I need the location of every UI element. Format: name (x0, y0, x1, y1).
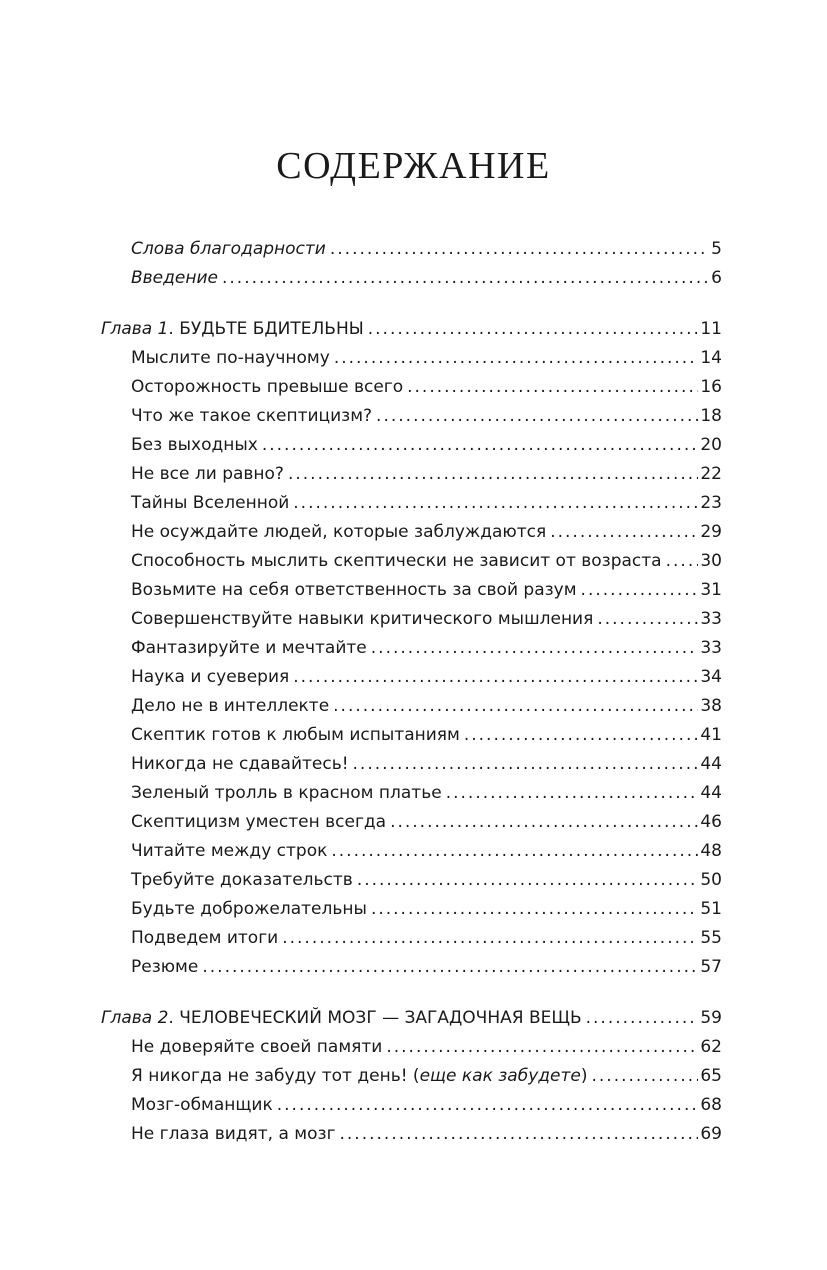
toc-page-number: 62 (700, 1037, 722, 1057)
toc-entry[interactable] (131, 518, 722, 547)
toc-entry[interactable] (131, 1062, 722, 1091)
toc-page-number: 34 (700, 667, 722, 687)
toc-entry-label: Не все ли равно? (131, 464, 284, 484)
toc-entry[interactable] (131, 721, 722, 750)
toc-entry-label (131, 1062, 591, 1091)
dot-leader (288, 460, 698, 489)
toc-entry-label: Скептик готов к любым испытаниям (131, 725, 460, 745)
toc-entry-introduction[interactable] (131, 264, 722, 293)
dot-leader (330, 235, 709, 264)
toc-entry[interactable] (131, 895, 722, 924)
toc-entry-label: Подведем итоги (131, 928, 279, 948)
toc-entry-label: Совершенствуйте навыки критического мышления (131, 609, 594, 629)
toc-page-number: 38 (700, 696, 722, 716)
chapter-prefix: Глава 2 (101, 1008, 169, 1028)
toc-entry[interactable] (131, 460, 722, 489)
toc-entry-label: Требуйте доказательств (131, 870, 353, 890)
toc-page-number: 46 (700, 812, 722, 832)
dot-leader (368, 315, 699, 344)
toc-entry-label: Зеленый тролль в красном платье (131, 783, 442, 803)
chapter-2-section (0, 1004, 827, 1149)
toc-entry[interactable] (131, 953, 722, 982)
toc-entry[interactable] (131, 808, 722, 837)
toc-entry-label: Никогда не сдавайтесь! (131, 754, 349, 774)
toc-page-number: 51 (700, 899, 722, 919)
toc-page-number: 30 (700, 551, 722, 571)
dot-leader (550, 518, 698, 547)
chapter-title: . ЧЕЛОВЕЧЕСКИЙ МОЗГ — ЗАГАДОЧНАЯ ВЕЩЬ (168, 1008, 582, 1028)
label-part: Я никогда не забуду тот день! ( (131, 1066, 420, 1086)
dot-leader (353, 750, 699, 779)
toc-entry[interactable] (131, 402, 722, 431)
toc-entry-label: Слова благодарности (131, 239, 326, 259)
toc-entry[interactable] (131, 431, 722, 460)
toc-entry[interactable] (131, 489, 722, 518)
label-part: ) (580, 1066, 588, 1086)
dot-leader (277, 1091, 699, 1120)
toc-entry-label: Способность мыслить скептически не зависит от возраста (131, 551, 662, 571)
dot-leader (666, 547, 699, 576)
toc-page-number: 50 (700, 870, 722, 890)
toc-entry-label: Введение (131, 268, 218, 288)
table-of-contents (0, 235, 827, 1171)
dot-leader (334, 344, 699, 373)
toc-page-number: 59 (700, 1008, 722, 1028)
toc-page-number: 33 (700, 638, 722, 658)
toc-entry-label: Осторожность превыше всего (131, 377, 404, 397)
toc-page-number: 33 (700, 609, 722, 629)
dot-leader (597, 605, 698, 634)
chapter-title: . БУДЬТЕ БДИТЕЛЬНЫ (168, 319, 364, 339)
toc-page-number: 20 (700, 435, 722, 455)
front-matter-section (0, 235, 827, 293)
toc-page-number: 65 (700, 1066, 722, 1086)
toc-entry[interactable] (131, 1120, 722, 1149)
toc-page-number: 11 (700, 319, 722, 339)
toc-entry[interactable] (131, 837, 722, 866)
toc-entry-label: Резюме (131, 957, 199, 977)
label-part-italic: еще как забудете (419, 1066, 581, 1086)
dot-leader (262, 431, 699, 460)
toc-page-number: 44 (700, 754, 722, 774)
toc-page-number: 69 (700, 1124, 722, 1144)
toc-page-number: 23 (700, 493, 722, 513)
toc-chapter-2-heading[interactable] (101, 1004, 722, 1033)
toc-entry[interactable] (131, 663, 722, 692)
toc-page-number: 48 (700, 841, 722, 861)
toc-entry-label: Не осуждайте людей, которые заблуждаются (131, 522, 547, 542)
dot-leader (222, 264, 709, 293)
toc-page-number: 16 (700, 377, 722, 397)
toc-entry-label: Возьмите на себя ответственность за свой разум (131, 580, 577, 600)
toc-page-number: 57 (700, 957, 722, 977)
dot-leader (386, 1033, 698, 1062)
dot-leader (340, 1120, 699, 1149)
page-title: СОДЕРЖАНИЕ (276, 145, 551, 187)
toc-page-number: 18 (700, 406, 722, 426)
dot-leader (446, 779, 699, 808)
dot-leader (331, 837, 698, 866)
toc-entry-label: Мозг-обманщик (131, 1095, 273, 1115)
toc-page-number: 29 (700, 522, 722, 542)
toc-chapter-label (101, 315, 368, 344)
toc-entry[interactable] (131, 750, 722, 779)
toc-entry-label: Читайте между строк (131, 841, 328, 861)
toc-page-number: 5 (711, 239, 722, 259)
toc-page-number: 31 (700, 580, 722, 600)
dot-leader (202, 953, 698, 982)
dot-leader (333, 692, 698, 721)
toc-entry-label: Не доверяйте своей памяти (131, 1037, 383, 1057)
dot-leader (282, 924, 698, 953)
toc-chapter-1-heading[interactable] (101, 315, 722, 344)
toc-entry[interactable] (131, 692, 722, 721)
dot-leader (293, 663, 698, 692)
toc-entry[interactable] (131, 924, 722, 953)
toc-page-number: 22 (700, 464, 722, 484)
toc-entry-label: Дело не в интеллекте (131, 696, 330, 716)
toc-entry-label: Будьте доброжелательны (131, 899, 367, 919)
dot-leader (376, 402, 698, 431)
toc-entry-label: Скептицизм уместен всегда (131, 812, 387, 832)
toc-entry[interactable] (131, 605, 722, 634)
toc-entry-label: Без выходных (131, 435, 258, 455)
toc-page-number: 14 (700, 348, 722, 368)
toc-entry[interactable] (131, 344, 722, 373)
dot-leader (581, 576, 699, 605)
toc-entry[interactable] (131, 576, 722, 605)
toc-entry-acknowledgements[interactable] (131, 235, 722, 264)
toc-page-number: 6 (711, 268, 722, 288)
toc-entry-label: Наука и суеверия (131, 667, 290, 687)
toc-page-number: 41 (700, 725, 722, 745)
toc-chapter-label (101, 1004, 586, 1033)
toc-entry-label: Что же такое скептицизм? (131, 406, 373, 426)
dot-leader (371, 634, 699, 663)
toc-entry[interactable] (131, 779, 722, 808)
dot-leader (586, 1004, 699, 1033)
dot-leader (390, 808, 698, 837)
toc-page-number: 55 (700, 928, 722, 948)
toc-page-number: 68 (700, 1095, 722, 1115)
dot-leader (357, 866, 699, 895)
dot-leader (293, 489, 698, 518)
toc-entry[interactable] (131, 634, 722, 663)
toc-entry[interactable] (131, 547, 722, 576)
dot-leader (407, 373, 698, 402)
toc-page-number: 44 (700, 783, 722, 803)
toc-entry-label: Мыслите по-научному (131, 348, 330, 368)
toc-entry[interactable] (131, 1033, 722, 1062)
dot-leader (464, 721, 699, 750)
dot-leader (591, 1062, 698, 1091)
toc-entry-label: Фантазируйте и мечтайте (131, 638, 367, 658)
chapter-prefix: Глава 1 (101, 319, 169, 339)
dot-leader (371, 895, 698, 924)
toc-entry-label: Тайны Вселенной (131, 493, 290, 513)
toc-entry[interactable] (131, 373, 722, 402)
toc-entry[interactable] (131, 1091, 722, 1120)
chapter-1-section (0, 315, 827, 982)
toc-entry-label: Не глаза видят, а мозг (131, 1124, 336, 1144)
toc-entry[interactable] (131, 866, 722, 895)
